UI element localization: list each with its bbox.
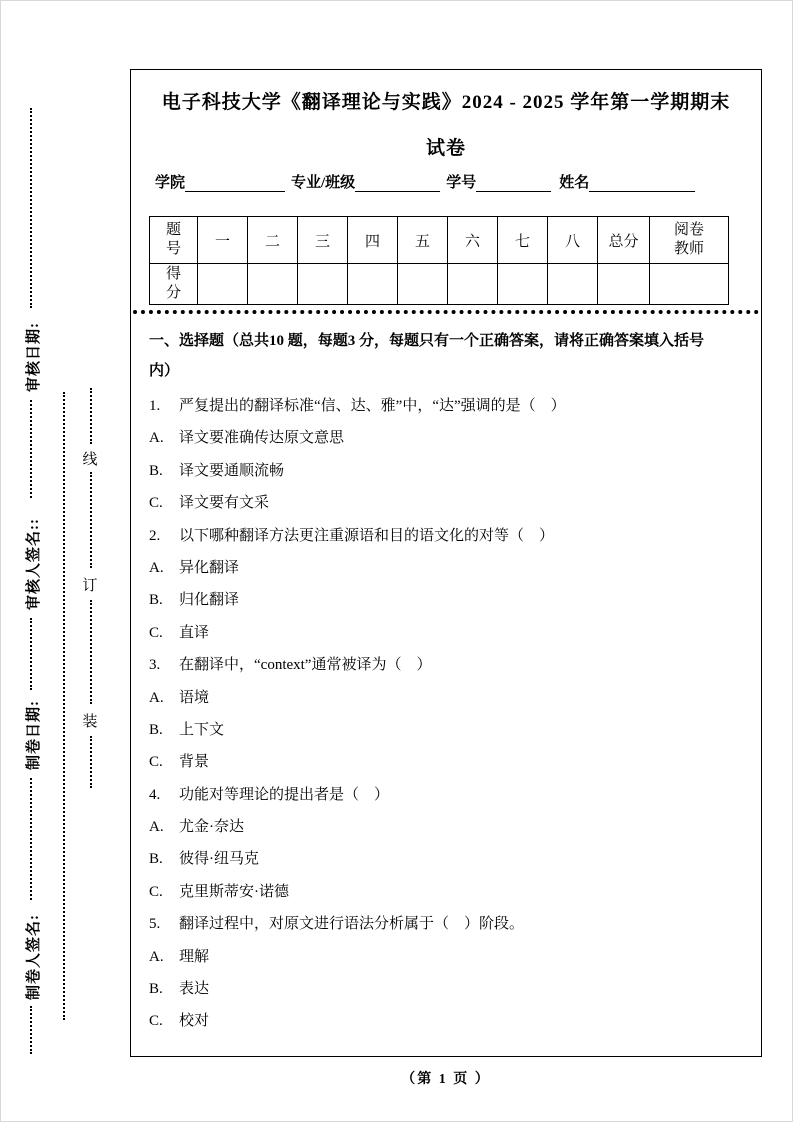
score-header-cell: 六 — [448, 217, 498, 264]
score-header-cell: 七 — [498, 217, 548, 264]
score-table-header-row — [150, 217, 729, 264]
margin-dotted-line — [30, 1006, 32, 1054]
option-text: 译文要有文采 — [179, 495, 270, 512]
dotted-separator — [133, 310, 759, 314]
score-value-cell — [248, 264, 298, 305]
question-number: 3. — [149, 657, 161, 674]
binding-char-bind: 装 — [82, 714, 98, 730]
option-label: A. — [149, 430, 164, 447]
question-body: 翻译过程中，对原文进行语法分析属于（ ）阶段。 — [179, 916, 525, 933]
section-one-heading: 一、选择题（总共10 题，每题3 分，每题只有一个正确答案，请将正确答案填入括号内） — [149, 333, 705, 379]
binding-char-line: 线 — [82, 452, 98, 468]
option-label: C. — [149, 1013, 163, 1030]
option-text: 表达 — [179, 981, 210, 998]
major-class-blank-line — [355, 173, 440, 192]
name-blank-line — [589, 173, 695, 192]
college-blank-line — [185, 173, 285, 192]
score-header-cell: 八 — [548, 217, 598, 264]
option-label: B. — [149, 981, 163, 998]
option-line — [149, 422, 753, 454]
option-line — [149, 811, 753, 843]
binding-dotted-line — [63, 392, 65, 1020]
option-label: A. — [149, 948, 164, 965]
option-label: C. — [149, 624, 163, 641]
field-label-student-id: 学号 — [446, 175, 477, 191]
question-number: 4. — [149, 786, 161, 803]
option-line — [149, 876, 753, 908]
option-line — [149, 973, 753, 1005]
option-label: B. — [149, 592, 163, 609]
question-body: 以下哪种翻译方法更注重源语和目的语文化的对等（ ） — [179, 527, 555, 544]
exam-title-line1: 电子科技大学《翻译理论与实践》2024 - 2025 学年第一学期期末 — [161, 92, 731, 113]
option-label: A. — [149, 559, 164, 576]
question-text — [149, 649, 753, 681]
option-text: 上下文 — [179, 721, 225, 738]
score-value-cell — [298, 264, 348, 305]
option-text: 异化翻译 — [179, 559, 240, 576]
option-label: C. — [149, 883, 163, 900]
score-header-cell: 总分 — [598, 217, 650, 264]
score-value-cell — [448, 264, 498, 305]
margin-label-review-date: 审核日期: — [26, 322, 42, 392]
exam-paper-frame — [130, 69, 762, 1057]
option-text: 克里斯蒂安·诺德 — [179, 883, 289, 900]
score-header-cell — [150, 217, 198, 264]
option-line — [149, 746, 753, 778]
option-label: B. — [149, 721, 163, 738]
score-value-cell — [498, 264, 548, 305]
option-label: C. — [149, 495, 163, 512]
field-label-name: 姓名 — [559, 175, 590, 191]
option-line — [149, 487, 753, 519]
question-number: 5. — [149, 916, 161, 933]
score-value-cell — [598, 264, 650, 305]
option-text: 直译 — [179, 624, 210, 641]
option-label: A. — [149, 689, 164, 706]
option-text: 校对 — [179, 1013, 210, 1030]
option-text: 语境 — [179, 689, 210, 706]
question-number: 1. — [149, 398, 161, 414]
option-text: 译文要通顺流畅 — [179, 462, 285, 479]
option-text: 归化翻译 — [179, 592, 240, 609]
option-text: 尤金·奈达 — [179, 819, 244, 836]
score-label: 得分 — [165, 266, 181, 301]
option-line — [149, 455, 753, 487]
binding-dotted-line — [90, 388, 92, 444]
exam-title — [131, 80, 761, 172]
question-body: 严复提出的翻译标准“信、达、雅”中，“达”强调的是（ ） — [179, 398, 566, 414]
score-header-cell: 三 — [298, 217, 348, 264]
score-header-cell: 四 — [348, 217, 398, 264]
question-text — [149, 908, 753, 940]
field-label-major-class: 专业/班级 — [291, 175, 356, 191]
page-number-footer: （第 1 页 ） — [401, 1072, 491, 1087]
score-header-cell: 五 — [398, 217, 448, 264]
grader-label: 阅卷教师 — [673, 222, 704, 257]
margin-label-paper-maker-signature: 制卷人签名: — [26, 914, 42, 1000]
score-header-cell — [650, 217, 729, 264]
margin-dotted-line — [30, 400, 32, 498]
margin-dotted-line — [30, 108, 32, 308]
score-table-score-row — [150, 264, 729, 305]
question-number: 2. — [149, 527, 161, 544]
option-label: B. — [149, 462, 163, 479]
option-label: B. — [149, 851, 163, 868]
score-value-cell — [548, 264, 598, 305]
margin-label-paper-making-date: 制卷日期: — [26, 700, 42, 770]
field-label-college: 学院 — [155, 175, 186, 191]
question-text — [149, 390, 753, 422]
score-header-cell: 一 — [198, 217, 248, 264]
score-row-label-cell — [150, 264, 198, 305]
option-line — [149, 843, 753, 875]
score-value-cell — [398, 264, 448, 305]
question-text — [149, 779, 753, 811]
option-line — [149, 552, 753, 584]
binding-dotted-line — [90, 736, 92, 788]
question-number-label: 题号 — [165, 222, 181, 257]
margin-dotted-line — [30, 618, 32, 690]
option-label: C. — [149, 754, 163, 771]
option-line — [149, 584, 753, 616]
question-body: 功能对等理论的提出者是（ ） — [179, 786, 390, 803]
score-value-cell — [650, 264, 729, 305]
option-line — [149, 1005, 753, 1037]
margin-dotted-line — [30, 778, 32, 900]
score-value-cell — [348, 264, 398, 305]
score-header-cell: 二 — [248, 217, 298, 264]
binding-dotted-line — [90, 600, 92, 704]
question-text — [149, 520, 753, 552]
margin-label-reviewer-signature: 审核人签名:: — [26, 518, 42, 610]
binding-dotted-line — [90, 472, 92, 568]
option-text: 背景 — [179, 754, 210, 771]
option-line — [149, 714, 753, 746]
option-line — [149, 617, 753, 649]
option-label: A. — [149, 819, 164, 836]
option-line — [149, 941, 753, 973]
question-list — [149, 390, 753, 1038]
option-line — [149, 682, 753, 714]
option-text: 理解 — [179, 948, 210, 965]
score-table — [149, 216, 729, 305]
student-id-blank-line — [476, 173, 551, 192]
score-value-cell — [198, 264, 248, 305]
exam-title-line2: 试卷 — [425, 138, 466, 159]
option-text: 彼得·纽马克 — [179, 851, 259, 868]
binding-char-staple: 订 — [82, 578, 98, 594]
option-text: 译文要准确传达原文意思 — [179, 430, 345, 447]
student-info-row — [155, 170, 741, 192]
question-body: 在翻译中，“context”通常被译为（ ） — [179, 657, 432, 674]
